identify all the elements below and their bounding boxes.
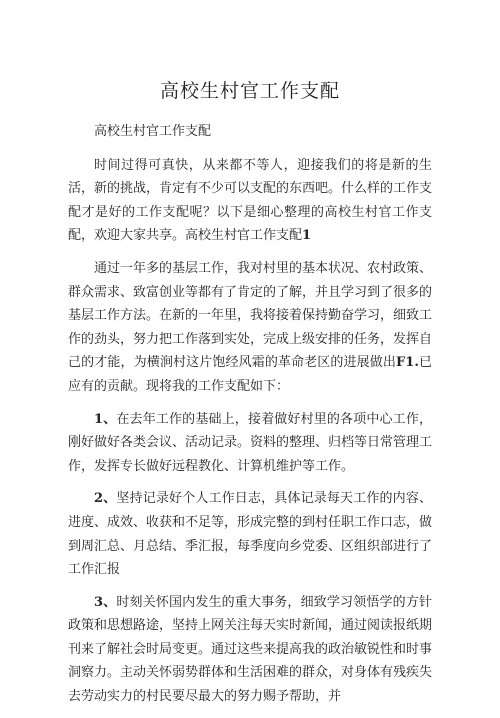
document-subtitle: [68, 120, 432, 144]
intro-text: 时间过得可真快，从来都不等人，迎接我们的将是新的生活，新的挑战，肯定有不少可以支配的东西吧。什么样的工作支配才是好的工作支配呢？以下是细心整理的高校生村官工作支配，欢迎大家共享。高校生村官工作支配: [68, 157, 433, 244]
document-title: 高校生村官工作支配: [159, 80, 340, 102]
list-item-1: [68, 408, 432, 479]
document-body: [68, 120, 432, 718]
list-item-3-text: 时刻关怀国内发生的重大事务，细致学习领悟学的方针政策和思想路途，坚持上网关注每天实时新闻，通过阅读报纸期刊来了解社会时局变更。通过这些来提高我的政治敏锐性和时事洞察力。主动关怀弱势群体和生活困难的群众，对身体有残疾失去劳动实力的村民要尽最大的努力赐予帮助，并: [68, 594, 433, 705]
list-item-2-text: 坚持记录好个人工作日志，具体记录每天工作的内容、进度、成效、收获和不足等，形成完整的到村任职工作口志，做到周汇总、月总结、季汇报，每季度向乡党委、区组织部进行了工作汇报: [68, 491, 433, 578]
paragraph-1: [68, 257, 432, 399]
list-item-3-number: 3、: [94, 594, 117, 610]
intro-paragraph: [68, 154, 432, 248]
paragraph-1-text: 通过一年多的基层工作，我对村里的基本状况、农村政策、群众需求、致富创业等都有了肯定的了解，并且学习到了很多的基层工作方法。在新的一年里，我将接着保持勤奋学习，细致工作的劲头，努力把工作落到实处，完成上级安排的任务，发挥自己的才能，为横涧村这片饱经风霜的革命老区的进展做出: [68, 260, 433, 371]
paragraph-1-tail: 已应有的贡献。现将我的工作支配如下：: [68, 355, 432, 394]
list-item-3: [68, 591, 432, 709]
paragraph-1-bold: F1.: [396, 355, 419, 371]
subtitle-text: 高校生村官工作支配: [94, 124, 212, 139]
intro-tail: 1: [302, 228, 312, 244]
list-item-1-text: 在去年工作的基础上，接着做好村里的各项中心工作，刚好做好各类会议、活动记录。资料的整理、归档等日常管理工作，发挥专长做好远程教化、计算机维护等工作。: [68, 411, 433, 474]
list-item-2-number: 2、: [94, 491, 117, 507]
list-item-2: [68, 487, 432, 581]
list-item-1-number: 1、: [94, 411, 117, 427]
